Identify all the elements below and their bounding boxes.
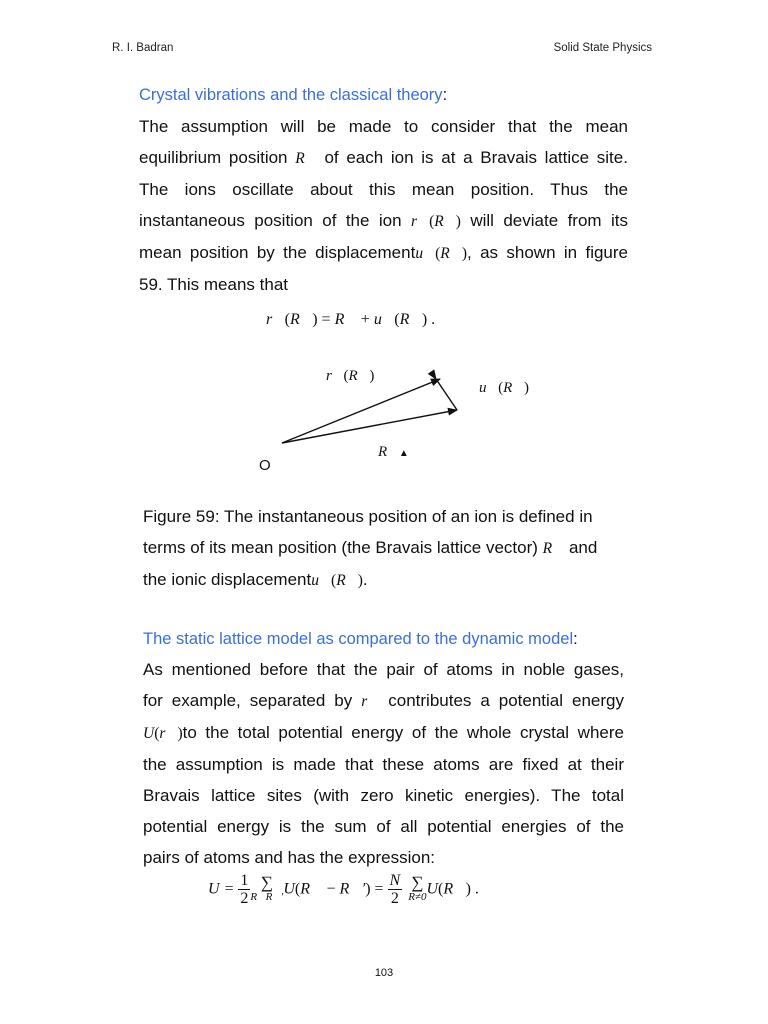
vector-r-arrow (282, 379, 440, 443)
equation-position: r⃗(R⃗) = R⃗ + u⃗(R⃗) . (266, 311, 436, 328)
para1-line: The assumption will be made to consider that the mean (139, 117, 628, 136)
section1-heading-colon: : (442, 86, 448, 104)
caption-line: Figure 59: The instantaneous position of an ion is defined in (143, 507, 593, 526)
vec-u-of-R: u⃗(R⃗) (311, 572, 363, 589)
para2-line: Bravais lattice sites (with zero kinetic energies). The total (143, 786, 624, 805)
vec-r: r⃗ (361, 693, 380, 710)
section1-heading-text: Crystal vibrations and the classical theory (139, 86, 443, 104)
para2-line: for example, separated by r⃗ contributes a potential energy (143, 691, 624, 710)
vec-R: R⃗ (542, 540, 565, 557)
section2-paragraph (143, 654, 624, 873)
caption-line: the ionic displacementu⃗(R⃗). (143, 570, 368, 589)
header-title: Solid State Physics (553, 42, 652, 54)
para1-line: equilibrium position R⃗ of each ion is at a Bravais lattice site. (139, 148, 628, 167)
vector-R-arrow (282, 410, 457, 443)
para1-line: The ions oscillate about this mean position. Thus the (139, 180, 628, 199)
figure-59-caption (143, 501, 624, 596)
section2-heading (143, 630, 628, 649)
para2-line: As mentioned before that the pair of atoms in noble gases, (143, 660, 624, 679)
para1-line: 59. This means that (139, 275, 288, 294)
section2-heading-colon: : (573, 630, 578, 648)
para2-line: pairs of atoms and has the expression: (143, 848, 435, 867)
figure-label-u: u⃗(R⃗) (479, 380, 530, 396)
figure-label-R: R⃗▲ (378, 444, 409, 460)
para2-line: U(r⃗)to the total potential energy of the whole crystal where (143, 723, 624, 742)
vec-R: R⃗ (295, 150, 317, 167)
figure-label-r: r⃗(R⃗) (326, 368, 375, 384)
para2-line: the assumption is made that these atoms are fixed at their (143, 755, 624, 774)
figure-origin-label: O (259, 457, 271, 474)
para1-line: mean position by the displacementu⃗(R⃗), as shown in figure (139, 243, 629, 262)
section2-heading-text: The static lattice model as compared to the dynamic model (143, 630, 574, 648)
page-number: 103 (374, 967, 394, 979)
vec-u-of-R: u⃗(R⃗) (415, 245, 467, 262)
caption-line: terms of its mean position (the Bravais lattice vector) R⃗ and (143, 538, 598, 557)
para2-line: potential energy is the sum of all potential energies of the (143, 817, 624, 836)
para1-line: instantaneous position of the ion r⃗(R⃗) will deviate from its (139, 211, 628, 230)
vector-u-arrow (436, 379, 457, 410)
vec-r-of-R: r⃗(R⃗) (410, 213, 461, 230)
equation-total-energy: U = $\frac{1}{2}$ ∑ R⃗R⃗′ U(R⃗ − R⃗′) = $\frac{N}{2}$ ∑ R≠0 U(R⃗) . (208, 872, 479, 907)
U-of-r: U(r⃗) (143, 725, 183, 742)
header-author: R. I. Badran (112, 42, 174, 54)
